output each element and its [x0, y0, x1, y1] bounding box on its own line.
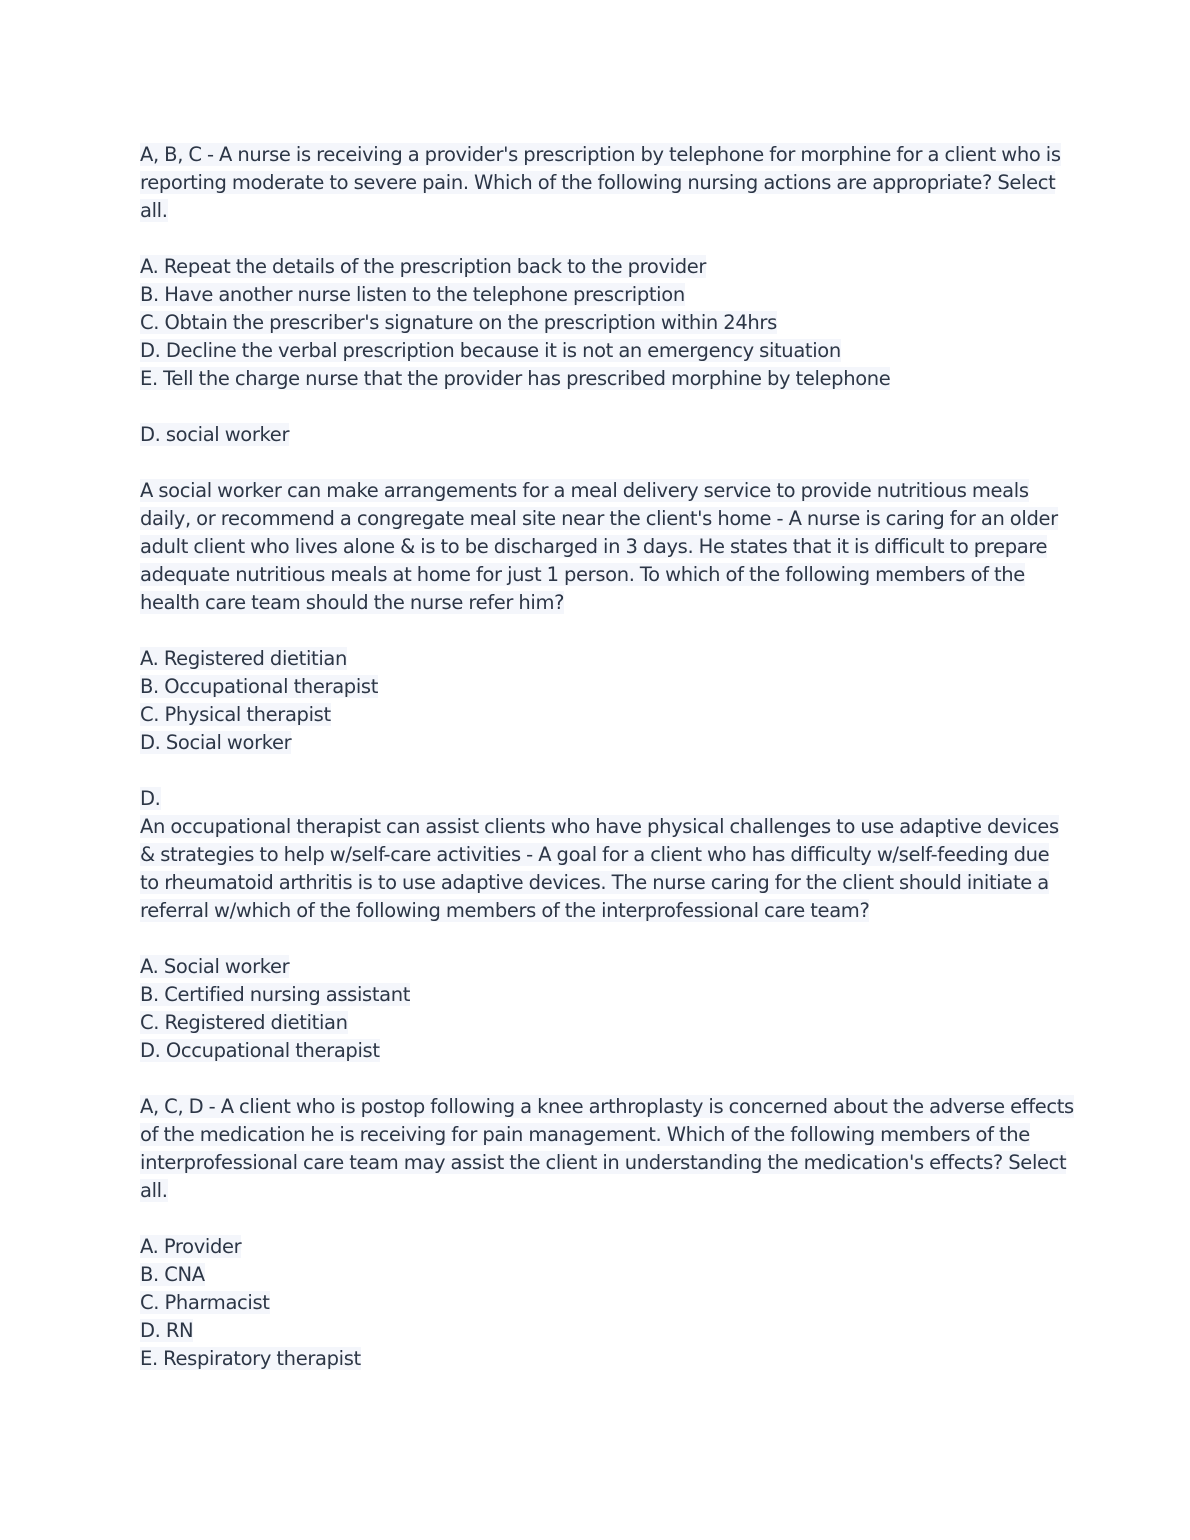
option-item: E. Tell the charge nurse that the provider has prescribed morphine by telephone [140, 367, 891, 390]
option-item: B. CNA [140, 1263, 205, 1286]
option-item: C. Physical therapist [140, 703, 331, 726]
option-item: D. RN [140, 1319, 194, 1342]
option-item: A. Registered dietitian [140, 647, 348, 670]
options-list-2 [140, 645, 1060, 757]
question-line: daily, or recommend a congregate meal site near the client's home - A nurse is caring for an older [140, 507, 1058, 530]
question-line: reporting moderate to severe pain. Which of the following nursing actions are appropriate? Select [140, 171, 1056, 194]
option-item: C. Registered dietitian [140, 1011, 348, 1034]
question-4 [140, 1093, 1074, 1205]
question-line: An occupational therapist can assist clients who have physical challenges to use adaptive devices [140, 815, 1059, 838]
question-2 [140, 477, 1060, 617]
question-line: & strategies to help w/self-care activities - A goal for a client who has difficulty w/self-feeding due [140, 843, 1050, 866]
question-line: health care team should the nurse refer him? [140, 591, 565, 614]
option-item: E. Respiratory therapist [140, 1347, 361, 1370]
answer-2 [140, 421, 1060, 449]
question-line: interprofessional care team may assist the client in understanding the medication's effects? Select [140, 1151, 1067, 1174]
question-line: A, C, D - A client who is postop following a knee arthroplasty is concerned about the adverse effects [140, 1095, 1074, 1118]
question-3 [140, 785, 1060, 925]
options-list-1 [140, 253, 1060, 393]
option-item: A. Social worker [140, 955, 290, 978]
option-item: D. Occupational therapist [140, 1039, 380, 1062]
question-line: of the medication he is receiving for pain management. Which of the following members of the [140, 1123, 1030, 1146]
option-item: A. Provider [140, 1235, 242, 1258]
option-item: B. Certified nursing assistant [140, 983, 411, 1006]
question-line: to rheumatoid arthritis is to use adaptive devices. The nurse caring for the client should initiate a [140, 871, 1049, 894]
option-item: C. Obtain the prescriber's signature on the prescription within 24hrs [140, 311, 777, 334]
options-list-3 [140, 953, 1060, 1065]
question-line: all. [140, 199, 168, 222]
option-item: D. Decline the verbal prescription because it is not an emergency situation [140, 339, 841, 362]
option-item: B. Occupational therapist [140, 675, 378, 698]
document-page [140, 141, 1074, 1401]
answer-line: D. [140, 787, 161, 810]
question-line: all. [140, 1179, 168, 1202]
question-line: adult client who lives alone & is to be discharged in 3 days. He states that it is difficult to prepare [140, 535, 1048, 558]
option-item: D. Social worker [140, 731, 292, 754]
question-1 [140, 141, 1060, 225]
option-item: B. Have another nurse listen to the telephone prescription [140, 283, 685, 306]
question-line: A social worker can make arrangements for a meal delivery service to provide nutritious meals [140, 479, 1029, 502]
options-list-4 [140, 1233, 1060, 1373]
question-line: A, B, C - A nurse is receiving a provider's prescription by telephone for morphine for a client who is [140, 143, 1061, 166]
option-item: A. Repeat the details of the prescription back to the provider [140, 255, 707, 278]
question-line: referral w/which of the following members of the interprofessional care team? [140, 899, 870, 922]
answer-line: D. social worker [140, 423, 290, 446]
option-item: C. Pharmacist [140, 1291, 270, 1314]
question-line: adequate nutritious meals at home for just 1 person. To which of the following members of the [140, 563, 1025, 586]
